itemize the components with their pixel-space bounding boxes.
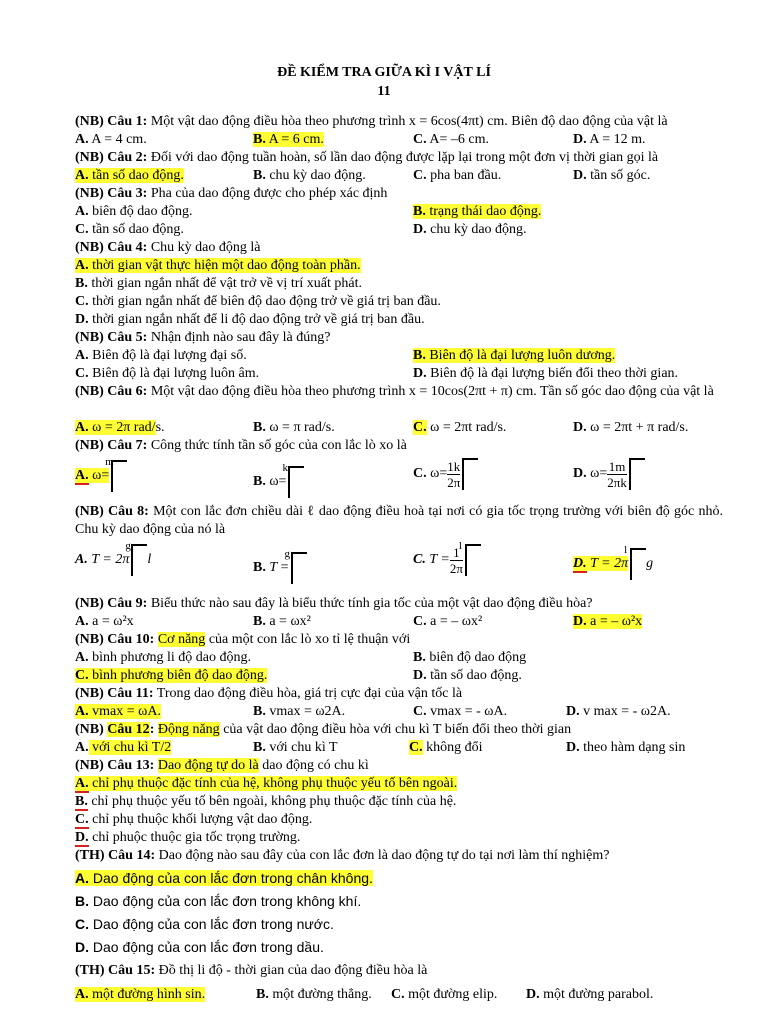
q5-option-c: C. Biên độ là đại lượng luôn âm. <box>75 366 260 381</box>
q12-option-d: D. theo hàm dạng sin <box>566 740 686 755</box>
q9-option-d: D. a = – ω²x <box>573 614 643 629</box>
q10-option-b: B. biên độ dao động <box>413 650 527 665</box>
q8-option-d: D. T = 2π l g <box>573 548 653 580</box>
q15-option-a: A. một đường hình sin. <box>75 987 206 1002</box>
q13-option-a: A. chỉ phụ thuộc đặc tính của hệ, không phụ thuộc yếu tố bên ngoài. <box>75 776 458 791</box>
q8-option-a: A. T = 2π g l <box>75 544 151 576</box>
q10-option-a: A. bình phương li độ dao động. <box>75 650 251 665</box>
q3-option-d: D. chu kỳ dao động. <box>413 222 527 237</box>
q11-option-d: D. v max = - ω2A. <box>566 704 671 719</box>
sqrt-symbol: g <box>291 552 307 584</box>
question-1-text: Một vật dao động điều hòa theo phương trình x = 6cos(4πt) cm. Biên độ dao động của vật là <box>147 114 668 129</box>
q6-option-b: B. ω = π rad/s. <box>253 420 335 435</box>
q8-option-c: C. T = $\frac{1}{2\pi}$ l <box>413 544 481 576</box>
q2-option-a: A. tần số dao động. <box>75 168 184 183</box>
question-7: (NB) Câu 7: Công thức tính tần số góc của con lắc lò xo là <box>75 438 407 453</box>
q2-option-b: B. chu kỳ dao động. <box>253 168 366 183</box>
question-1 <box>75 113 725 131</box>
q5-option-a: A. Biên độ là đại lượng đại số. <box>75 348 247 363</box>
sqrt-symbol <box>462 458 478 490</box>
q1-option-a: A. A = 4 cm. <box>75 132 147 147</box>
question-5: (NB) Câu 5: Nhận định nào sau đây là đúng? <box>75 330 331 345</box>
q13-option-d: D. chỉ phuộc thuộc gia tốc trọng trường. <box>75 830 301 845</box>
q12-option-c: C. không đổi <box>409 740 483 755</box>
q13-option-b: B. chỉ phụ thuộc yếu tố bên ngoài, không phụ thuộc đặc tính của hệ. <box>75 794 457 809</box>
q2-option-d: D. tần số góc. <box>573 168 651 183</box>
question-3: (NB) Câu 3: Pha của dao động được cho phép xác định <box>75 186 388 201</box>
question-15: (TH) Câu 15: Đồ thị li độ - thời gian của dao động điều hòa là <box>75 963 428 978</box>
q5-option-d: D. Biên độ là đại lượng biến đổi theo thời gian. <box>413 366 679 381</box>
sqrt-symbol <box>629 458 645 490</box>
q4-option-d: D. thời gian ngắn nhất để li độ dao động trở về giá trị ban đầu. <box>75 312 425 327</box>
q11-option-c: C. vmax = - ωA. <box>413 704 508 719</box>
question-10: (NB) Câu 10: Cơ năng của một con lắc lò xo tỉ lệ thuận với <box>75 632 411 647</box>
q5-option-b: B. Biên độ là đại lượng luôn dương. <box>413 348 616 363</box>
q11-option-a: A. vmax = ωA. <box>75 704 161 719</box>
q15-option-c: C. một đường elip. <box>391 987 498 1002</box>
q4-option-b: B. thời gian ngắn nhất để vật trở về vị trí xuất phát. <box>75 276 362 291</box>
q7-option-d: D. ω= $\frac{1m}{2\pi k}$ <box>573 458 645 490</box>
question-11: (NB) Câu 11: Trong dao động điều hòa, giá trị cực đại của vận tốc là <box>75 686 463 701</box>
q4-option-c: C. thời gian ngắn nhất để biên độ dao động trở về giá trị ban đầu. <box>75 294 441 309</box>
question-1-tag: (NB) Câu 1: <box>75 114 148 129</box>
question-14: (TH) Câu 14: Dao động nào sau đây của con lắc đơn là dao động tự do tại nơi làm thí nghiệm? <box>75 848 610 863</box>
sqrt-symbol: m <box>111 460 127 492</box>
q7-option-b: B. ω= k <box>253 466 304 498</box>
q9-option-a: A. a = ω²x <box>75 614 134 629</box>
q11-option-b: B. vmax = ω2A. <box>253 704 346 719</box>
sqrt-symbol: l <box>630 548 646 580</box>
q2-option-c: C. pha ban đầu. <box>413 168 502 183</box>
q9-option-c: C. a = – ωx² <box>413 614 483 629</box>
q3-option-c: C. tần số dao động. <box>75 222 184 237</box>
q14-option-a: A. Dao động của con lắc đơn trong chân không. <box>75 870 373 886</box>
page-grade: 11 <box>377 84 391 99</box>
question-2: (NB) Câu 2: Đối với dao động tuần hoàn, số lần dao động được lặp lại trong một đơn vị thời gian gọi là <box>75 150 659 165</box>
q15-option-b: B. một đường thẳng. <box>256 987 372 1002</box>
q1-option-d: D. A = 12 m. <box>573 132 646 147</box>
q14-option-d: D. Dao động của con lắc đơn trong dầu. <box>75 939 324 955</box>
q7-option-c: C. ω= $\frac{1k}{2\pi}$ <box>413 458 478 490</box>
q8-option-b: B. T = g <box>253 552 307 584</box>
q12-option-a: A. với chu kì T/2 <box>75 740 172 755</box>
q10-option-c: C. bình phương biên độ dao động. <box>75 668 268 683</box>
q10-option-d: D. tần số dao động. <box>413 668 522 683</box>
q12-option-b: B. với chu kì T <box>253 740 338 755</box>
question-8: (NB) Câu 8: Một con lắc đơn chiều dài ℓ dao động điều hoà tại nơi có gia tốc trọng trường với biên độ góc nhỏ. Chu kỳ dao động của nó là <box>75 504 723 537</box>
sqrt-symbol: g <box>131 544 147 576</box>
sqrt-symbol: l <box>465 544 481 576</box>
question-4: (NB) Câu 4: Chu kỳ dao động là <box>75 240 261 255</box>
q7-option-a: A. ω= m <box>75 460 127 492</box>
q1-option-c: C. A= –6 cm. <box>413 132 489 147</box>
q15-option-d: D. một đường parabol. <box>526 987 654 1002</box>
q14-option-b: B. Dao động của con lắc đơn trong không khí. <box>75 893 362 909</box>
sqrt-symbol: k <box>288 466 304 498</box>
question-6: (NB) Câu 6: Một vật dao động điều hòa theo phương trình x = 10cos(2πt + π) cm. Tần số góc dao động của vật là <box>75 384 714 399</box>
question-12: (NB) Câu 12: Động năng của vật dao động điều hòa với chu kì T biến đổi theo thời gian <box>75 722 572 737</box>
q14-option-c: C. Dao động của con lắc đơn trong nước. <box>75 916 334 932</box>
q6-option-c: C. ω = 2πt rad/s. <box>413 420 507 435</box>
q6-option-a: A. ω = 2π rad/s. <box>75 420 165 435</box>
q3-option-a: A. biên độ dao động. <box>75 204 193 219</box>
q6-option-d: D. ω = 2πt + π rad/s. <box>573 420 689 435</box>
q1-option-b: B. A = 6 cm. <box>253 132 324 147</box>
page-title: ĐỀ KIỂM TRA GIỮA KÌ I VẬT LÍ <box>277 65 491 80</box>
question-13: (NB) Câu 13: Dao động tự do là dao động có chu kì <box>75 758 369 773</box>
q9-option-b: B. a = ωx² <box>253 614 311 629</box>
question-9: (NB) Câu 9: Biểu thức nào sau đây là biểu thức tính gia tốc của một vật dao động điều hòa? <box>75 596 593 611</box>
q13-option-c: C. chỉ phụ thuộc khối lượng vật dao động. <box>75 812 313 827</box>
q3-option-b: B. trạng thái dao động. <box>413 204 542 219</box>
q4-option-a: A. thời gian vật thực hiện một dao động toàn phần. <box>75 258 361 273</box>
